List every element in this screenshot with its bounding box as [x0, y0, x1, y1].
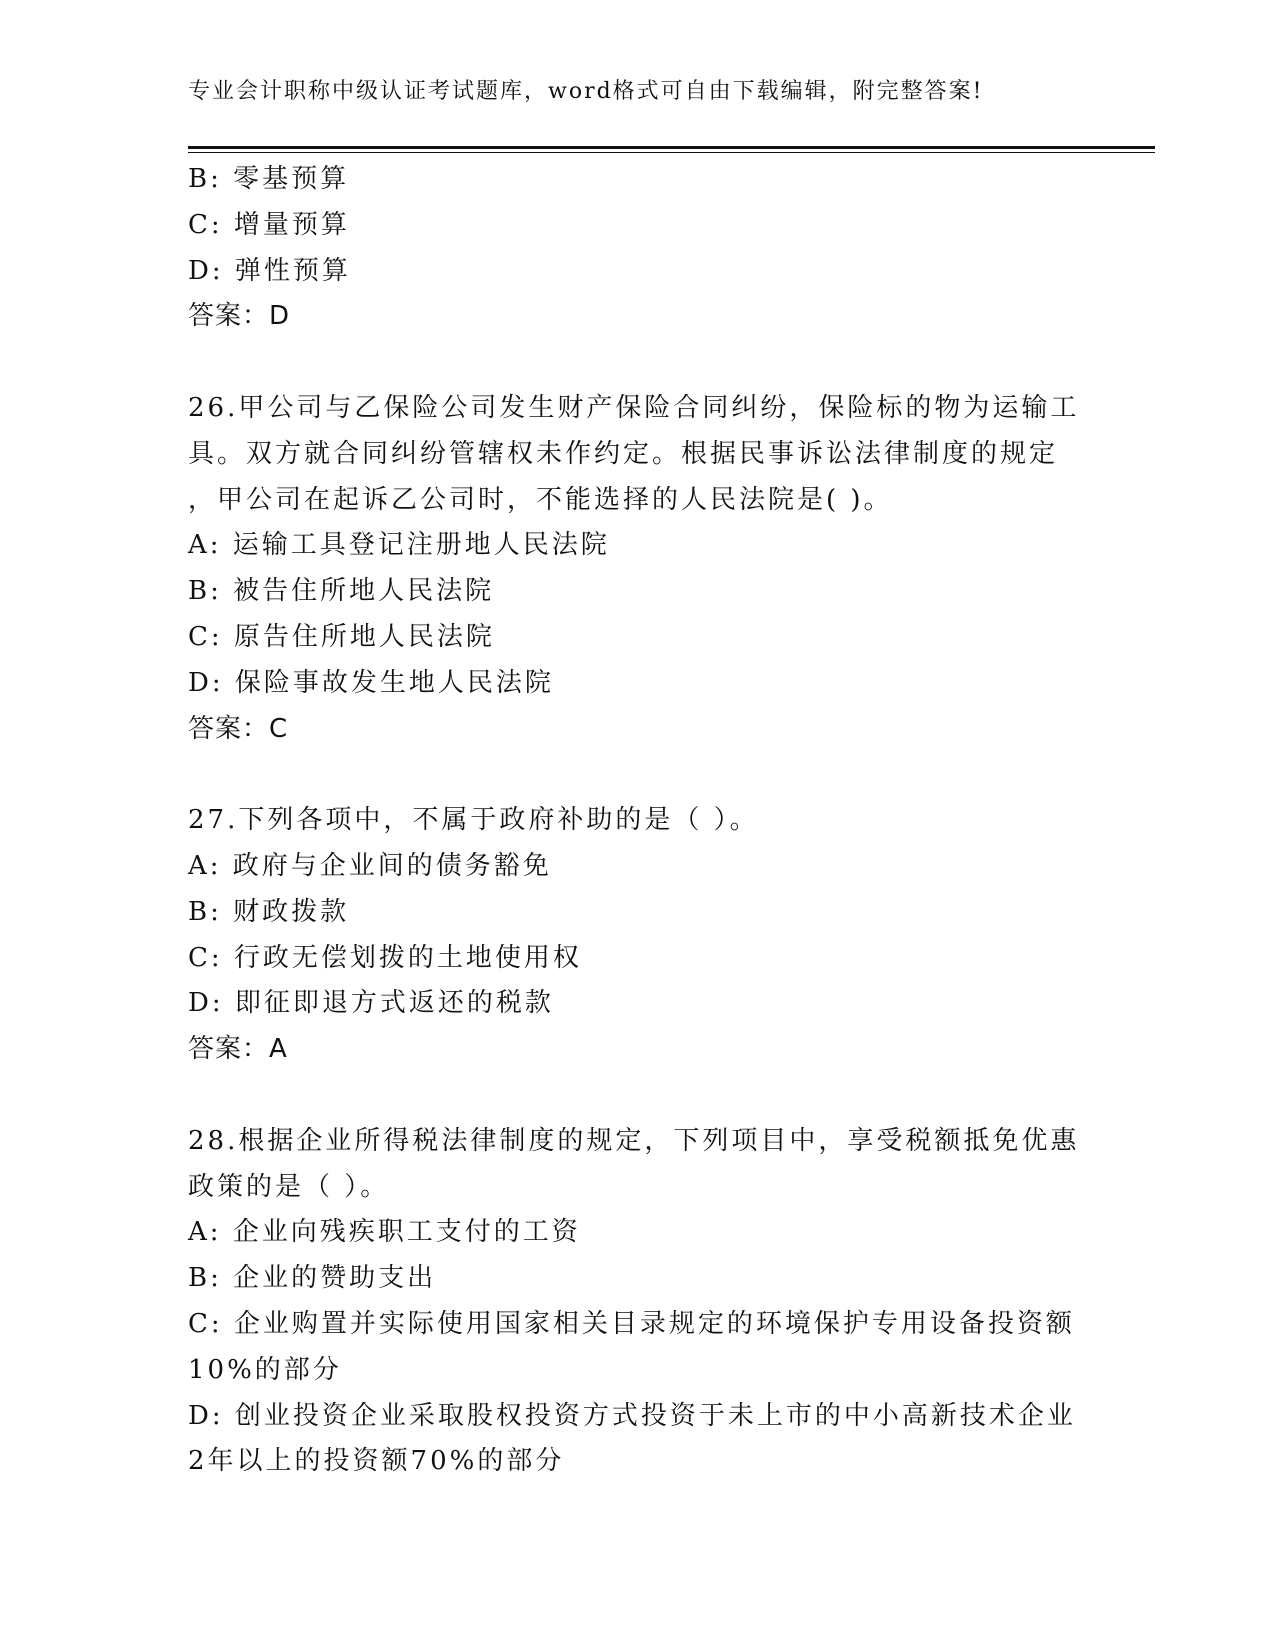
answer-line: 答案：C — [188, 713, 289, 744]
option-d: D: 弹性预算 — [188, 255, 351, 286]
option-a: A: 企业向残疾职工支付的工资 — [188, 1217, 581, 1248]
page-header: 专业会计职称中级认证考试题库，word格式可自由下载编辑，附完整答案! — [188, 79, 984, 104]
option-d-continued: 2年以上的投资额70%的部分 — [188, 1446, 565, 1477]
option-d: D: 创业投资企业采取股权投资方式投资于未上市的中小高新技术企业 — [188, 1400, 1076, 1431]
answer-line: 答案：D — [188, 301, 291, 332]
question-stem: 具。双方就合同纠纷管辖权未作约定。根据民事诉讼法律制度的规定 — [188, 438, 1059, 469]
option-c: C: 行政无偿划拨的土地使用权 — [188, 942, 582, 973]
option-b: B: 零基预算 — [188, 164, 350, 194]
option-a: A: 政府与企业间的债务豁免 — [188, 850, 552, 881]
option-b: B: 企业的赞助支出 — [188, 1263, 437, 1294]
option-d: D: 即征即退方式返还的税款 — [188, 988, 554, 1019]
option-a: A: 运输工具登记注册地人民法院 — [188, 530, 610, 561]
option-b: B: 被告住所地人民法院 — [188, 576, 495, 607]
option-c-continued: 10%的部分 — [188, 1354, 342, 1385]
question-stem: 26.甲公司与乙保险公司发生财产保险合同纠纷，保险标的物为运输工 — [188, 392, 1080, 423]
header-rule-thick — [188, 146, 1155, 149]
option-c: C: 企业购置并实际使用国家相关目录规定的环境保护专用设备投资额 — [188, 1308, 1075, 1339]
option-d: D: 保险事故发生地人民法院 — [188, 667, 554, 698]
option-c: C: 增量预算 — [188, 209, 350, 240]
option-c: C: 原告住所地人民法院 — [188, 621, 495, 652]
header-rule-thin — [188, 152, 1155, 153]
option-b: B: 财政拨款 — [188, 896, 350, 927]
question-stem: 政策的是（ ）。 — [188, 1171, 390, 1202]
question-stem: 28.根据企业所得税法律制度的规定，下列项目中，享受税额抵免优惠 — [188, 1125, 1080, 1156]
question-stem: 27.下列各项中，不属于政府补助的是（ ）。 — [188, 805, 759, 836]
answer-line: 答案：A — [188, 1034, 288, 1065]
question-stem: ，甲公司在起诉乙公司时，不能选择的人民法院是( )。 — [188, 484, 893, 515]
question-content — [188, 157, 1088, 1485]
